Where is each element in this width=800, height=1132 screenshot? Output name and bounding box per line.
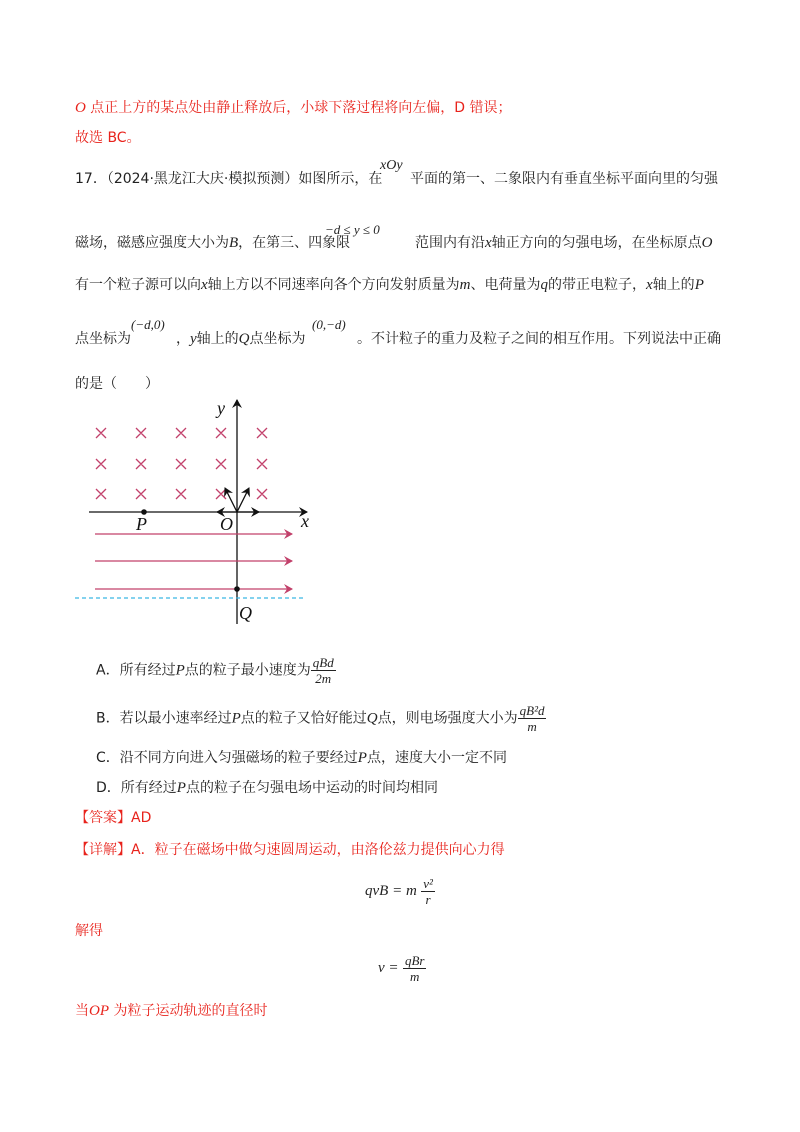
question-text: 范围内有沿 (415, 235, 485, 251)
P-label: P (136, 514, 147, 534)
fraction-numerator: qB²d (519, 703, 545, 718)
detail-label: 【详解】 (75, 842, 131, 858)
fraction-numerator: qBd (312, 655, 334, 670)
cross-mark (96, 428, 267, 438)
symbol-Q: Q (366, 710, 378, 727)
option-text: 点的粒子在匀强电场中运动的时间均相同 (185, 780, 438, 796)
question-source: （2024·黑龙江大庆·模拟预测） (106, 171, 299, 187)
fraction-qB2d-m (518, 703, 547, 734)
symbol-q: q (540, 277, 549, 293)
intro-line-1 (75, 98, 512, 118)
option-text: 点的粒子又恰好能过 (240, 710, 367, 727)
symbol-x: x (201, 277, 208, 293)
question-text: ，在第三、四象限 (238, 235, 351, 251)
question-line-3 (75, 275, 704, 295)
question-text: 轴上的 (652, 277, 695, 293)
y-axis-label: y (217, 398, 225, 418)
x-axis-label: x (301, 511, 309, 531)
answer-value: AD (131, 810, 152, 826)
question-text: 轴正方向的匀强电场，在坐标原点 (491, 235, 702, 251)
point-Q (234, 586, 240, 592)
symbol-O: O (701, 235, 713, 251)
question-text: 点坐标为 (249, 331, 306, 347)
fraction-numerator: qBr (404, 952, 425, 968)
fraction-denominator: r (425, 891, 431, 907)
question-text: 有一个粒子源可以向 (75, 277, 201, 293)
option-text: A．所有经过 (96, 662, 176, 679)
symbol-P: P (694, 277, 704, 293)
option-text: 点的粒子最小速度为 (184, 662, 311, 679)
symbol-x: x (485, 235, 492, 251)
option-C (96, 748, 507, 768)
question-line-4 (75, 329, 131, 349)
question-line-1b: 平面的第一、二象限内有垂直坐标平面向里的匀强 (410, 171, 718, 187)
solve-label: 解得 (75, 923, 103, 939)
detail-text: A．粒子在磁场中做匀速圆周运动，由洛伦兹力提供向心力得 (131, 842, 505, 858)
P-coordinate: (−d,0) (131, 317, 165, 332)
question-text: 轴上的 (196, 331, 239, 347)
physics-figure (75, 396, 315, 632)
symbol-P: P (231, 710, 241, 727)
fraction-denominator: 2m (315, 671, 332, 686)
fraction-numerator: v² (423, 875, 433, 891)
equation-velocity (378, 951, 426, 985)
intro-line-2: 故选 BC。 (75, 130, 141, 146)
option-B (96, 703, 546, 734)
symbol-m: m (459, 277, 471, 293)
cross-mark (96, 459, 267, 469)
question-line-4b (176, 329, 306, 349)
symbol-P: P (176, 780, 186, 796)
option-text: C．沿不同方向进入匀强磁场的粒子要经过 (96, 750, 358, 766)
question-line-2b (415, 233, 713, 253)
detail-last-line (75, 1001, 267, 1021)
answer-label: 【答案】 (75, 810, 131, 826)
symbol-Q: Q (238, 331, 250, 347)
plane-symbol: xOy (380, 158, 403, 173)
question-text: 的带正电粒子， (548, 277, 647, 293)
symbol-y: y (190, 331, 197, 347)
option-text: 点，速度大小一定不同 (366, 750, 507, 766)
equation-lhs: v = (378, 960, 399, 976)
option-text: 点，则电场强度大小为 (377, 710, 518, 727)
question-text: 、电荷量为 (470, 277, 541, 293)
intro-text: 点正上方的某点处由静止释放后，小球下落过程将向左偏，D 错误； (85, 100, 512, 116)
Q-label: Q (239, 603, 252, 623)
question-line-2 (75, 233, 350, 253)
equation-lorentz (365, 874, 435, 908)
symbol-P: P (357, 750, 367, 766)
range-formula: −d ≤ y ≤ 0 (325, 222, 380, 237)
fraction-qBd-2m (311, 655, 336, 686)
fraction-qBr-m (403, 953, 427, 984)
question-text: ， (176, 331, 190, 347)
question-number: 17． (75, 171, 107, 187)
detail-line (75, 840, 505, 860)
cross-mark (96, 489, 267, 499)
question-line-1 (75, 169, 382, 189)
symbol-x: x (646, 277, 653, 293)
magnetic-field-crosses (96, 428, 267, 499)
symbol-B: B (229, 235, 239, 251)
electric-field-lines (95, 534, 292, 589)
symbol-OP: OP (89, 1003, 109, 1019)
answer-line (75, 808, 151, 828)
option-text: D．所有经过 (96, 780, 177, 796)
equation-lhs: qvB = m (365, 883, 417, 899)
option-D (96, 778, 438, 798)
question-line-5: 的是（ ） (75, 376, 159, 392)
option-text: B．若以最小速率经过 (96, 710, 232, 727)
fraction-denominator: m (527, 719, 537, 734)
question-text: 轴上方以不同速率向各个方向发射质量为 (207, 277, 460, 293)
O-label: O (220, 514, 233, 534)
option-A (96, 655, 336, 686)
question-text: 如图所示，在 (298, 171, 383, 187)
symbol-P: P (175, 662, 185, 679)
detail-text: 为粒子运动轨迹的直径时 (109, 1003, 268, 1019)
Q-coordinate: (0,−d) (312, 317, 346, 332)
fraction-v2-r (421, 876, 435, 907)
question-line-4c: 。不计粒子的重力及粒子之间的相互作用。下列说法中正确 (357, 331, 721, 347)
symbol-O: O (75, 100, 86, 116)
fraction-denominator: m (410, 968, 420, 984)
detail-text: 当 (75, 1003, 89, 1019)
question-text: 点坐标为 (75, 331, 131, 347)
question-text: 磁场，磁感应强度大小为 (75, 235, 229, 251)
